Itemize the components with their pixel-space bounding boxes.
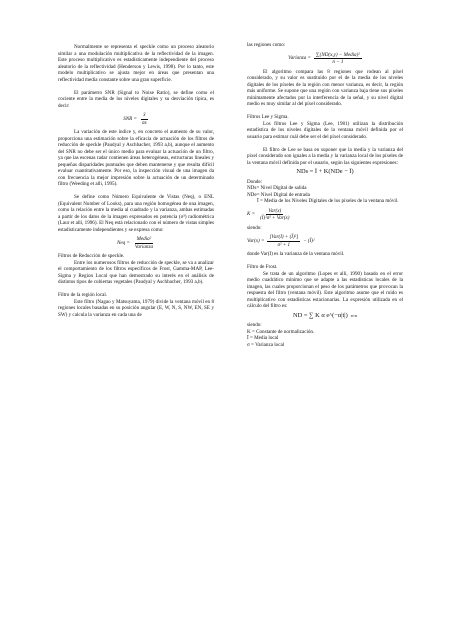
paragraph-algorithm-compare: El algoritmo compara las 8 regiones que rodean al píxel considerado, y su valor es sustituido por el de la media de los niveles digitales de los píxeles de la región con menor varianza, es decir, la región más uniforme. Se supone que una región con varianza baja tiene sus píxeles mínimamente afectados por la interferencia de la señal, y su nivel digital medio es muy similar al del píxel considerado. bbox=[247, 68, 403, 107]
paragraph-snr-variation: La variación de este índice y, en concreto el aumento de su valor, proporciona una estimación sobre la eficacia de actuación de los filtros de reducción de speckle (Paudyal y Aschbacher, 1993 a,b), aunque el aumento del SNR no debe ser el único medio para evaluar la actuación de un filtro, ya que las escenas radar contienen áreas heterogéneas, estructuras lineales y pequeñas disparidades puntuales que deben mantenerse y que resulta difícil evaluar cuantitativamente. Por eso, la inspección visual de una imagen da con frecuencia la mejor impresión sobre la actuación de un determinado filtro (Weeding et alli, 1995). bbox=[58, 129, 214, 187]
definition-k: K = Constante de normalización. bbox=[247, 328, 315, 335]
equation-variance: Varianza = $\frac{\text{∑(ND(x,y) − Media)²}}{n - 1}$ bbox=[288, 51, 360, 65]
paragraph-filters-list: Entre los numerosos filtros de reducción de speckle, se va a analizar el comportamiento de los filtros específicos de Frost, Gamma-MAP, Lee-Sigma y Region Local que han demostrado su interés en el análisis de distintos tipos de cubiertas vegetales (Paudyal y Aschbacher, 1993 a,b). bbox=[58, 259, 214, 285]
paragraph-local-region: Este filtro (Nagao y Matsuyama, 1979) divide la ventana móvil en 8 regiones locales basadas en su posición angular (E, W, N, S, NW, EN, SE y SW) y calcula la varianza en cada una de bbox=[58, 298, 214, 318]
section-heading-lee-sigma: Filtros Lee y Sigma. bbox=[247, 114, 289, 120]
label-siendo: siendo: bbox=[247, 224, 262, 231]
paragraph-vari-definition: donde Var(I) es la varianza de la ventana móvil. bbox=[247, 251, 345, 257]
equation-varx: Var(x) = $\frac{\text{[Var(I) + (Ī)²]}}{\text{σ² + 1}}$ − (Ī)² bbox=[247, 234, 315, 248]
section-heading-speckle-filters: Filtros de Reducción de speckle. bbox=[58, 253, 125, 259]
paragraph-regions-intro: las regiones como: bbox=[247, 42, 286, 48]
definition-local-mean: Ī = Media local bbox=[247, 335, 279, 341]
section-heading-frost: Filtro de Frost. bbox=[247, 264, 278, 270]
right-column bbox=[247, 42, 403, 348]
definition-local-variance: σ = Varianza local bbox=[247, 341, 285, 348]
definition-nde: NDe= Nivel Digital de entrada bbox=[247, 191, 310, 198]
definition-nds: NDs= Nivel Digital de salida bbox=[247, 185, 307, 191]
label-donde: Donde: bbox=[247, 178, 262, 185]
section-heading-local-region: Filtro de la región local. bbox=[58, 292, 108, 298]
paragraph-speckle-model: Normalmente se representa el speckle como un proceso aleatorio similar a una modulación multiplicativa de la reflectividad de la imagen. Este proceso multiplicativo es estadísticamente independiente del proceso aleatorio de la reflectividad (Henderson y Lewis, 1998). Por lo tanto, este modelo multiplicativo se ajusta mejor en áreas que presentan una reflectividad media constante sobre una gran superficie. bbox=[58, 44, 214, 83]
equation-snr: SNR = $\frac{x̄}{\sigma x}$ bbox=[123, 112, 147, 126]
paragraph-snr-definition: El parámetro SNR (Signal to Noise Ratio), se define como el cociente entre la media de los niveles digitales y su desviación típica, es decir: bbox=[58, 89, 214, 109]
equation-neq: Neq = $\frac{\text{Media²}}{\text{Varianza}}$ bbox=[116, 236, 154, 250]
left-column bbox=[58, 44, 214, 318]
equation-frost: ND = ∑ K α e^(−α|t|) n×n bbox=[293, 311, 357, 319]
label-siendo-2: siendo: bbox=[247, 322, 262, 328]
paragraph-frost: Se trata de un algoritmo (Lopes et alli, 1990) basado en el error medio cuadrático mínimo que se adapte a las estadísticas locales de la imagen, las cuales proporcionan el peso de los parámetros que provocan la respuesta del filtro (ventana móvil). Este algoritmo asume que el ruido es multiplicativo con estadísticas estacionarias. La expresión utilizada en el cálculo del filtro es: bbox=[247, 270, 403, 309]
equation-k: K = $\frac{\text{Var(x)}}{\text{(Ī)²σ² + Var(x)}}$ bbox=[247, 207, 290, 221]
paragraph-lee-filter: El filtro de Lee se basa en suponer que la media y la varianza del píxel considerado son iguales a la media y la varianza local de los píxeles de la ventana móvil definida por el usuario, según las siguientes expresiones: bbox=[247, 146, 403, 166]
equation-lee: NDs = Ī + K(NDe − Ī) bbox=[296, 168, 354, 175]
paragraph-lee-sigma: Los filtros Lee y Sigma (Lee, 1981) utilizan la distribución estadística de los niveles digitales de la ventana móvil definida por el usuario para estimar cuál debe ser el del píxel considerado. bbox=[247, 120, 403, 140]
paragraph-neq-definition: Se define como Número Equivalente de Vistas (Neq), o ENL (Equivalent Number of Looks), para una región homogénea de una imagen, como la relación entre la media al cuadrado y la varianza, ambas estimadas a partir de los datos de la imagen expresados en potencia (σ²) radiométrica (Laur et alli, 1996). El Neq está relacionado con el número de vistas simples estadísticamente independientes y se expresa como: bbox=[58, 194, 214, 233]
definition-mean: Ī = Media de los Niveles Digitales de los píxeles de la ventana móvil. bbox=[257, 198, 399, 204]
